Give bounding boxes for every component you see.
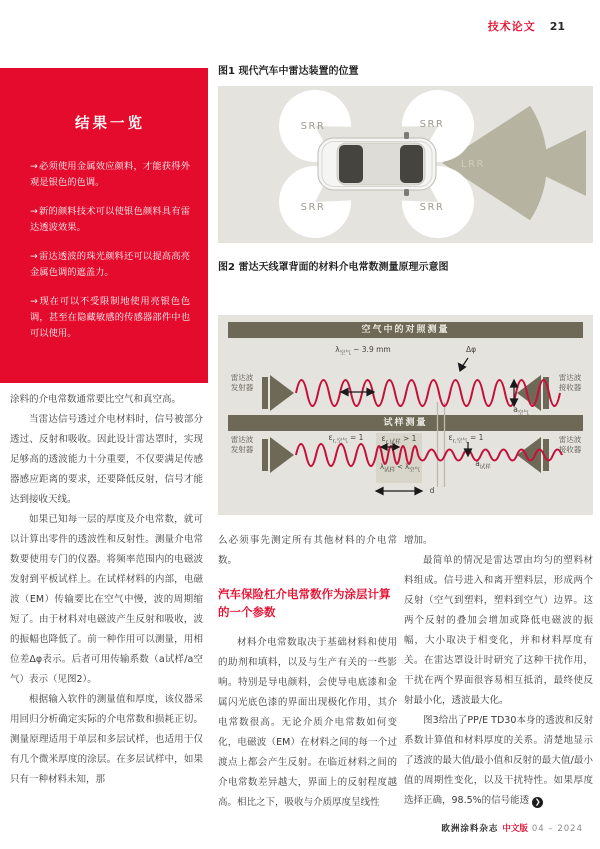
paragraph	[404, 711, 593, 811]
arrow-icon: →	[30, 206, 38, 217]
figure1-radar-positions	[218, 86, 593, 243]
results-sidebar	[0, 68, 208, 383]
list-item	[30, 159, 190, 191]
label-line: 发射器	[230, 383, 254, 392]
lrr-label: LRR	[461, 159, 485, 170]
label-line: 雷达波	[558, 373, 582, 382]
wavelength-comparison-label	[368, 463, 432, 475]
issue-number: 04 – 2024	[531, 824, 583, 834]
srr-label: SRR	[300, 121, 326, 132]
bullet-text: 现在可以不受限制地使用亮银色色调，甚至在隐藏敏感的传感器部件中也可以使用。	[30, 296, 190, 339]
journal-name: 欧洲涂料杂志	[441, 824, 499, 834]
value: ~ 3.9 mm	[350, 345, 391, 354]
subscript: r,试样	[385, 439, 401, 446]
subscript: 试样	[479, 464, 491, 471]
paragraph: 最简单的情况是雷达罩由均匀的塑料材料组成。信号进入和离开塑料层，形成两个反射（空气到塑料，塑料到空气）边界。这两个反射的叠加会增加或降低电磁波的振幅，大小取决于相变化，并和材料厚度有关。在雷达罩设计时研究了这种干扰作用，干扰在两个界面很容易相互抵消，最终使反射最小化，透波最大化。	[404, 555, 593, 706]
bullet-text: 雷达透波的珠光颜料还可以提高高亮金属色调的遮盖力。	[30, 251, 190, 278]
phase-shift-label: Δφ	[465, 345, 477, 354]
label-line: 接收器	[558, 445, 582, 454]
paragraph-text: 图3给出了PP/E TD30本身的透波和反射系数计算值和材料厚度的关系。清楚地显示了透波的最大值/最小值和反射的最大值/最小值的周期性变化，以及干扰特性。如果厚度选择正确，98.5%的信号能透	[404, 715, 593, 806]
bullet-text: 必须使用金属效应颜料，才能获得外观是银色的色调。	[30, 161, 190, 188]
continue-arrow-icon: ❯	[532, 797, 543, 808]
paragraph: 当雷达信号透过介电材料时，信号被部分透过、反射和吸收。因此设计雷达罩时，实现足够高的透波能力十分重要，不仅要满足传感器感应距离的要求，还要降低反射，信号才能达到接收天线。	[10, 414, 203, 505]
arrow-icon: →	[30, 251, 38, 262]
symbol: ε	[328, 433, 333, 442]
symbol: a	[513, 405, 518, 414]
page-footer	[0, 822, 583, 834]
air-section-title: 空气中的对照测量	[361, 325, 450, 335]
article-column-2	[218, 531, 397, 813]
label-line: 接收器	[558, 383, 582, 392]
subscript: 空气	[517, 410, 529, 417]
receiver-label	[550, 435, 590, 455]
paragraph: 材料介电常数取决于基础材料和使用的助剂和填料，以及与生产有关的一些影响。特别是导电颜料，会使导电底漆和金属闪光底色漆的界面出现极化作用，其介电常数很高。无论介质介电常数如何变化，电磁波（EM）在材料之间的每一个过渡点上都会产生反射。在临近材料之间的介电常数差异越大，界面上的反射程度越高。相比之下，吸收与介质厚度呈线性	[218, 637, 397, 808]
subscript: 空气	[409, 467, 421, 474]
label-line: 雷达波	[558, 435, 582, 444]
car-radar-illustration	[218, 86, 593, 243]
srr-label: SRR	[419, 202, 445, 213]
symbol: a	[475, 459, 480, 468]
value: = 1	[347, 433, 364, 442]
label-line: 发射器	[230, 445, 254, 454]
figure1-caption: 图1 现代汽车中雷达装置的位置	[218, 66, 359, 77]
article-column-3	[404, 531, 593, 811]
transmitter-label	[222, 373, 262, 393]
symbol: ε	[381, 434, 386, 443]
edition-label: 中文版	[502, 824, 528, 834]
value: > 1	[400, 434, 417, 443]
sidebar-title: 结果一览	[75, 116, 145, 132]
symbol: < λ	[394, 463, 410, 471]
article-column-1	[10, 390, 203, 790]
value: = 1	[467, 433, 484, 442]
arrow-icon: →	[30, 296, 38, 307]
subscript: r,空气	[332, 438, 348, 445]
list-item	[30, 294, 190, 342]
symbol: λ	[335, 345, 340, 354]
paragraph: 么必须事先测定所有其他材料的介电常数。	[218, 535, 397, 566]
permittivity-sample-label	[375, 434, 423, 448]
thickness-label: d	[429, 486, 435, 495]
amplitude-sample-label	[468, 459, 498, 473]
list-item	[30, 249, 190, 281]
symbol: ε	[448, 433, 453, 442]
paragraph: 根据输入软件的测量值和厚度，该仪器采用回归分析确定实际的介电常数和损耗正切。测量原理适用于单层和多层试样，也适用于仅有几个微米厚度的涂层。在多层试样中，如果只有一种材料未知，那	[10, 694, 203, 785]
subscript: 试样	[383, 467, 395, 474]
section-label: 技术论文	[487, 20, 536, 33]
paragraph: 增加。	[404, 535, 433, 546]
sample-section-title: 试样测量	[383, 418, 428, 428]
subscript: r,空气	[452, 438, 468, 445]
transmitter-label	[222, 435, 262, 455]
receiver-label	[550, 373, 590, 393]
subscript: 空气	[339, 350, 351, 357]
list-item	[30, 204, 190, 236]
permittivity-air-left-label	[318, 433, 374, 447]
section-heading: 汽车保险杠介电常数作为涂层计算的一个参数	[218, 587, 391, 619]
srr-label: SRR	[419, 119, 445, 130]
srr-label: SRR	[300, 202, 326, 213]
wavelength-label	[323, 345, 403, 359]
page-header	[488, 18, 565, 34]
page-number: 21	[549, 20, 565, 33]
amplitude-air-label	[506, 405, 536, 419]
bullet-text: 新的颜料技术可以使银色颜料具有雷达透波效果。	[30, 206, 190, 233]
paragraph: 涂料的介电常数通常要比空气和真空高。	[10, 394, 182, 405]
label-line: 雷达波	[230, 373, 254, 382]
figure2-measurement-diagram	[218, 315, 593, 515]
arrow-icon: →	[30, 161, 38, 172]
label-line: 雷达波	[230, 435, 254, 444]
symbol: λ	[379, 463, 384, 471]
figure2-caption: 图2 雷达天线罩背面的材料介电常数测量原理示意图	[218, 262, 449, 273]
car-top-view	[318, 132, 436, 196]
permittivity-air-right-label	[440, 433, 492, 447]
paragraph: 如果已知每一层的厚度及介电常数，就可以计算出零件的透波性和反射性。测量介电常数要使用专门的仪器。将频率范围内的电磁波发射到平板试样上。在试样材料的内部，电磁波（EM）传输要比在空气中慢，波的周期缩短了。由于材料对电磁波产生反射和吸收，波的振幅也降低了。前一种作用可以测量，用相位差Δφ表示。后者可用传输系数（a试样/a空气）表示（见图2）。	[10, 514, 203, 685]
